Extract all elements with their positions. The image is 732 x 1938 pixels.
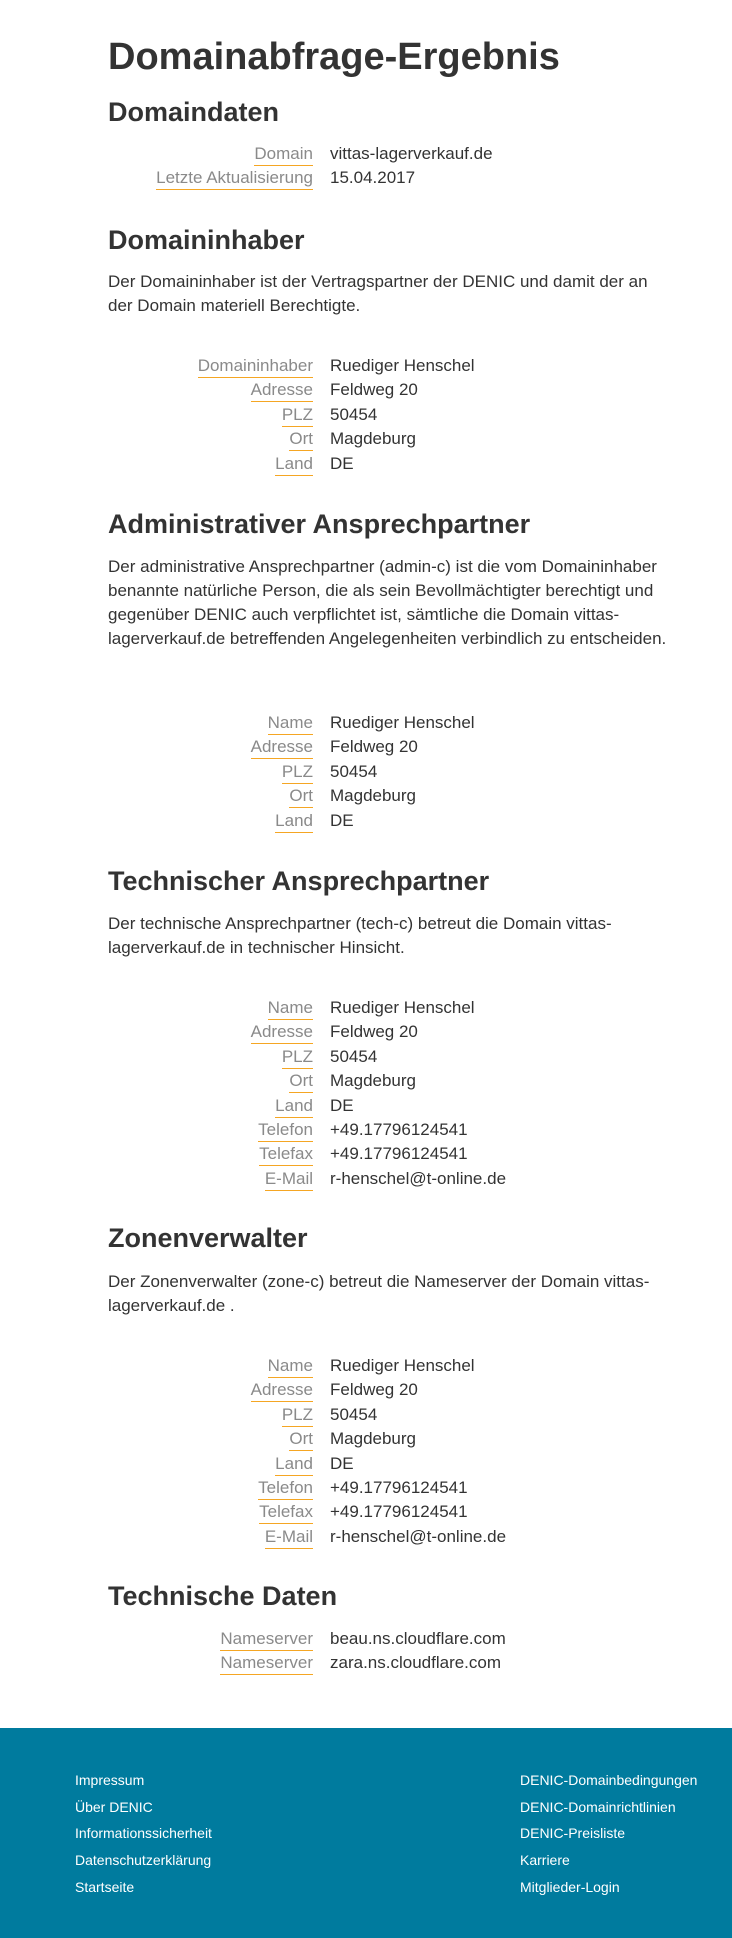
- field-label-address[interactable]: Adresse: [251, 1379, 313, 1402]
- field-value-country: DE: [330, 810, 354, 830]
- field-label-zip[interactable]: PLZ: [282, 404, 313, 427]
- kv-row: [0, 761, 732, 785]
- field-value-name: Ruediger Henschel: [330, 713, 475, 732]
- field-value-city: Magdeburg: [330, 1429, 417, 1449]
- section-heading-technische-daten: Technische Daten: [108, 1581, 338, 1611]
- footer-link-ueber-denic[interactable]: Über DENIC: [75, 1798, 153, 1815]
- technische-daten-list: [0, 1628, 732, 1677]
- kv-row: [0, 1046, 732, 1070]
- field-label-zip[interactable]: PLZ: [282, 761, 313, 784]
- kv-row: [0, 736, 732, 760]
- field-label-country[interactable]: Land: [275, 1095, 313, 1118]
- tech-contact-list: [0, 997, 732, 1192]
- footer-link-startseite[interactable]: Startseite: [75, 1878, 135, 1895]
- kv-row: [0, 997, 732, 1021]
- field-label-name[interactable]: Name: [268, 997, 313, 1020]
- field-value-domain: vittas-lagerverkauf.de: [330, 144, 493, 163]
- kv-row: [0, 1428, 732, 1452]
- kv-row: [0, 167, 732, 191]
- section-heading-zone: Zonenverwalter: [108, 1223, 308, 1253]
- field-label-city[interactable]: Ort: [289, 1428, 313, 1451]
- footer-link-domainbedingungen[interactable]: DENIC-Domainbedingungen: [520, 1772, 698, 1788]
- footer-nav-left: [75, 1771, 212, 1904]
- field-value-email: r-henschel@t-online.de: [330, 1168, 507, 1188]
- field-label-zip[interactable]: PLZ: [282, 1404, 313, 1427]
- field-value-name: Ruediger Henschel: [330, 998, 475, 1017]
- footer-link-preisliste[interactable]: DENIC-Preisliste: [520, 1825, 626, 1842]
- field-label-nameserver[interactable]: Nameserver: [220, 1628, 313, 1651]
- field-label-fax[interactable]: Telefax: [259, 1143, 313, 1166]
- kv-row: [0, 1021, 732, 1045]
- admin-contact-list: [0, 712, 732, 834]
- site-footer: [0, 1728, 732, 1938]
- field-value-address: Feldweg 20: [330, 1022, 418, 1042]
- kv-row: [0, 1168, 732, 1192]
- kv-row: [0, 785, 732, 809]
- field-value-zip: 50454: [330, 404, 378, 424]
- field-value-phone: +49.17796124541: [330, 1477, 468, 1497]
- section-heading-domaindaten: Domaindaten: [108, 97, 280, 127]
- section-heading-tech: Technischer Ansprechpartner: [108, 866, 490, 896]
- field-value-phone: +49.17796124541: [330, 1119, 468, 1139]
- field-value-address: Feldweg 20: [330, 380, 418, 400]
- field-label-country[interactable]: Land: [275, 1453, 313, 1476]
- section-description-domaininhaber: Der Domaininhaber ist der Vertragspartner der DENIC und damit der an der Domain materiell Berechtigte.: [108, 272, 648, 315]
- page-title: Domainabfrage-Ergebnis: [108, 36, 560, 78]
- kv-row: [0, 143, 732, 167]
- footer-link-informationssicherheit[interactable]: Informationssicherheit: [75, 1825, 212, 1842]
- kv-row: [0, 428, 732, 452]
- kv-row: [0, 355, 732, 379]
- field-value-country: DE: [330, 1453, 354, 1473]
- field-label-address[interactable]: Adresse: [251, 379, 313, 402]
- kv-row: [0, 379, 732, 403]
- field-value-country: DE: [330, 453, 354, 473]
- section-heading-admin: Administrativer Ansprechpartner: [108, 509, 531, 539]
- field-value-holder: Ruediger Henschel: [330, 356, 475, 375]
- field-label-zip[interactable]: PLZ: [282, 1046, 313, 1069]
- field-label-email[interactable]: E-Mail: [265, 1168, 313, 1191]
- field-label-holder[interactable]: Domaininhaber: [198, 355, 313, 378]
- field-label-city[interactable]: Ort: [289, 785, 313, 808]
- footer-nav-right: [520, 1771, 697, 1904]
- field-label-last-update[interactable]: Letzte Aktualisierung: [156, 167, 313, 190]
- field-value-nameserver: zara.ns.cloudflare.com: [330, 1653, 502, 1673]
- field-value-city: Magdeburg: [330, 429, 417, 449]
- kv-row: [0, 1070, 732, 1094]
- field-value-zip: 50454: [330, 1046, 378, 1066]
- kv-row: [0, 1652, 732, 1676]
- field-label-name[interactable]: Name: [268, 1355, 313, 1378]
- field-label-phone[interactable]: Telefon: [258, 1477, 313, 1500]
- field-value-zip: 50454: [330, 1404, 378, 1424]
- field-value-name: Ruediger Henschel: [330, 1356, 475, 1375]
- kv-row: [0, 1355, 732, 1379]
- field-value-country: DE: [330, 1095, 354, 1115]
- kv-row: [0, 1119, 732, 1143]
- field-label-city[interactable]: Ort: [289, 428, 313, 451]
- domaininhaber-list: [0, 355, 732, 477]
- kv-row: [0, 1404, 732, 1428]
- field-value-address: Feldweg 20: [330, 1380, 418, 1400]
- kv-row: [0, 404, 732, 428]
- field-label-phone[interactable]: Telefon: [258, 1119, 313, 1142]
- footer-link-impressum[interactable]: Impressum: [75, 1772, 145, 1788]
- field-label-email[interactable]: E-Mail: [265, 1526, 313, 1549]
- field-label-address[interactable]: Adresse: [251, 736, 313, 759]
- field-label-name[interactable]: Name: [268, 712, 313, 735]
- field-value-address: Feldweg 20: [330, 737, 418, 757]
- field-label-country[interactable]: Land: [275, 810, 313, 833]
- field-value-fax: +49.17796124541: [330, 1144, 468, 1164]
- field-label-city[interactable]: Ort: [289, 1070, 313, 1093]
- footer-link-karriere[interactable]: Karriere: [520, 1852, 570, 1869]
- footer-link-datenschutz[interactable]: Datenschutzerklärung: [75, 1852, 212, 1869]
- kv-row: [0, 1379, 732, 1403]
- domaindaten-list: [0, 143, 732, 192]
- field-label-nameserver[interactable]: Nameserver: [220, 1652, 313, 1675]
- section-description-zone: Der Zonenverwalter (zone-c) betreut die Nameserver der Domain vittas-lagerverkauf.de .: [108, 1272, 650, 1315]
- field-value-fax: +49.17796124541: [330, 1502, 468, 1522]
- kv-row: [0, 1628, 732, 1652]
- field-label-domain[interactable]: Domain: [254, 143, 313, 166]
- zone-contact-list: [0, 1355, 732, 1550]
- field-value-nameserver: beau.ns.cloudflare.com: [330, 1629, 506, 1648]
- field-value-last-update: 15.04.2017: [330, 168, 416, 188]
- kv-row: [0, 810, 732, 834]
- footer-link-domainrichtlinien[interactable]: DENIC-Domainrichtlinien: [520, 1798, 676, 1815]
- field-value-email: r-henschel@t-online.de: [330, 1526, 507, 1546]
- field-label-country[interactable]: Land: [275, 453, 313, 476]
- section-description-tech: Der technische Ansprechpartner (tech-c) betreut die Domain vittas-lagerverkauf.de in technischer Hinsicht.: [108, 914, 612, 957]
- field-value-city: Magdeburg: [330, 786, 417, 806]
- kv-row: [0, 1143, 732, 1167]
- kv-row: [0, 453, 732, 477]
- kv-row: [0, 1095, 732, 1119]
- kv-row: [0, 1477, 732, 1501]
- kv-row: [0, 712, 732, 736]
- field-label-address[interactable]: Adresse: [251, 1021, 313, 1044]
- kv-row: [0, 1453, 732, 1477]
- kv-row: [0, 1526, 732, 1550]
- section-heading-domaininhaber: Domaininhaber: [108, 225, 305, 255]
- kv-row: [0, 1501, 732, 1525]
- field-label-fax[interactable]: Telefax: [259, 1501, 313, 1524]
- section-description-admin: Der administrative Ansprechpartner (admin-c) ist die vom Domaininhaber benannte natürliche Person, die als sein Bevollmächtigter berechtigt und gegenüber DENIC auch verpflichtet ist, sämtliche die Domain vittas-lagerverkauf.de betreffenden Angelegenheiten verbindlich zu entscheiden.: [108, 557, 667, 648]
- field-value-city: Magdeburg: [330, 1071, 417, 1091]
- footer-link-mitglieder-login[interactable]: Mitglieder-Login: [520, 1878, 620, 1895]
- field-value-zip: 50454: [330, 761, 378, 781]
